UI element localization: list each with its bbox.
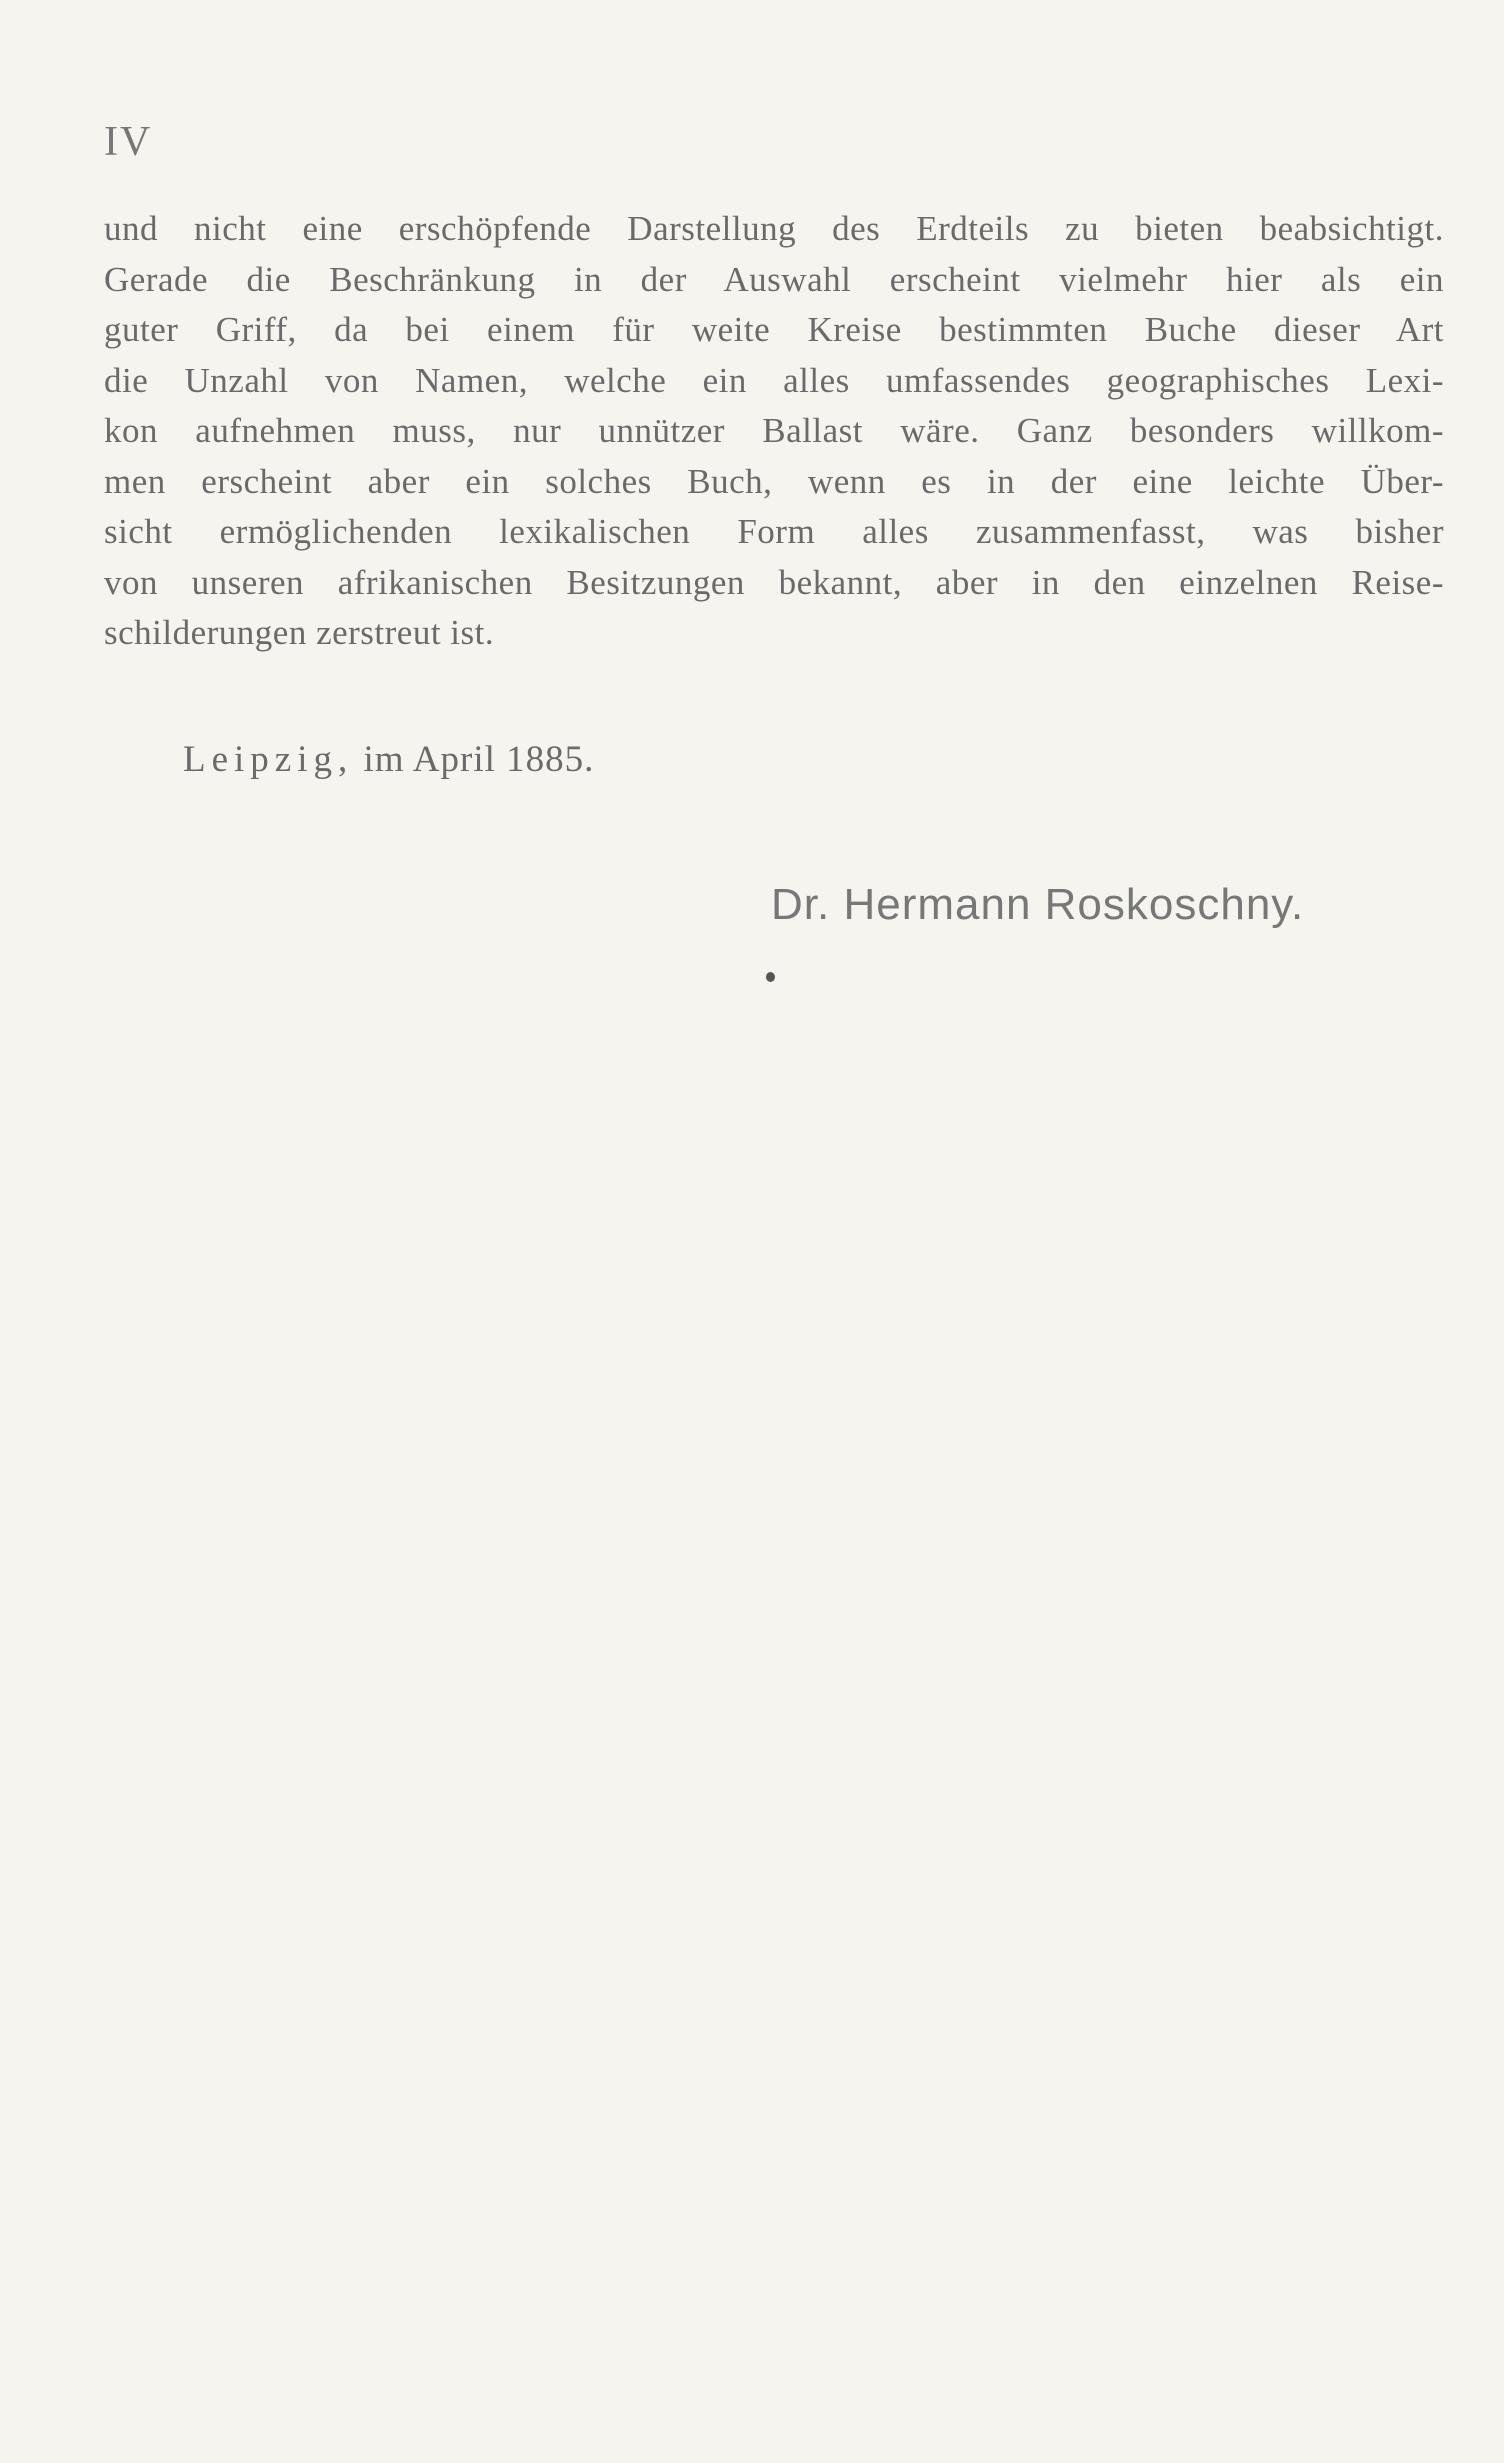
text-line: schilderungen zerstreut ist.	[104, 613, 495, 652]
text-line: kon aufnehmen muss, nur unnützer Ballast wäre. Ganz besonders willkom-	[104, 411, 1444, 450]
text-line: men erscheint aber ein solches Buch, wenn es in der eine leichte Über-	[104, 461, 1444, 501]
body-paragraph	[104, 204, 1444, 659]
text-line: sicht ermöglichenden lexikalischen Form alles zusammenfasst, was bisher	[104, 512, 1444, 551]
ink-dot-mark	[766, 972, 775, 982]
text-line: Gerade die Beschränkung in der Auswahl erscheint vielmehr hier als ein	[104, 259, 1444, 299]
text-line: von unseren afrikanischen Besitzungen bekannt, aber in den einzelnen Reise-	[104, 562, 1444, 602]
page-number: IV	[104, 119, 153, 165]
place-name: Leipzig,	[183, 739, 354, 780]
author-signature: Dr. Hermann Roskoschny.	[771, 880, 1305, 929]
date-text: im April 1885.	[363, 739, 595, 780]
text-line: die Unzahl von Namen, welche ein alles umfassendes geographisches Lexi-	[104, 360, 1444, 400]
text-line: guter Griff, da bei einem für weite Kreise bestimmten Buche dieser Art	[104, 310, 1444, 349]
place-date-line	[183, 738, 594, 781]
text-line: und nicht eine erschöpfende Darstellung des Erdteils zu bieten beabsichtigt.	[104, 209, 1444, 248]
